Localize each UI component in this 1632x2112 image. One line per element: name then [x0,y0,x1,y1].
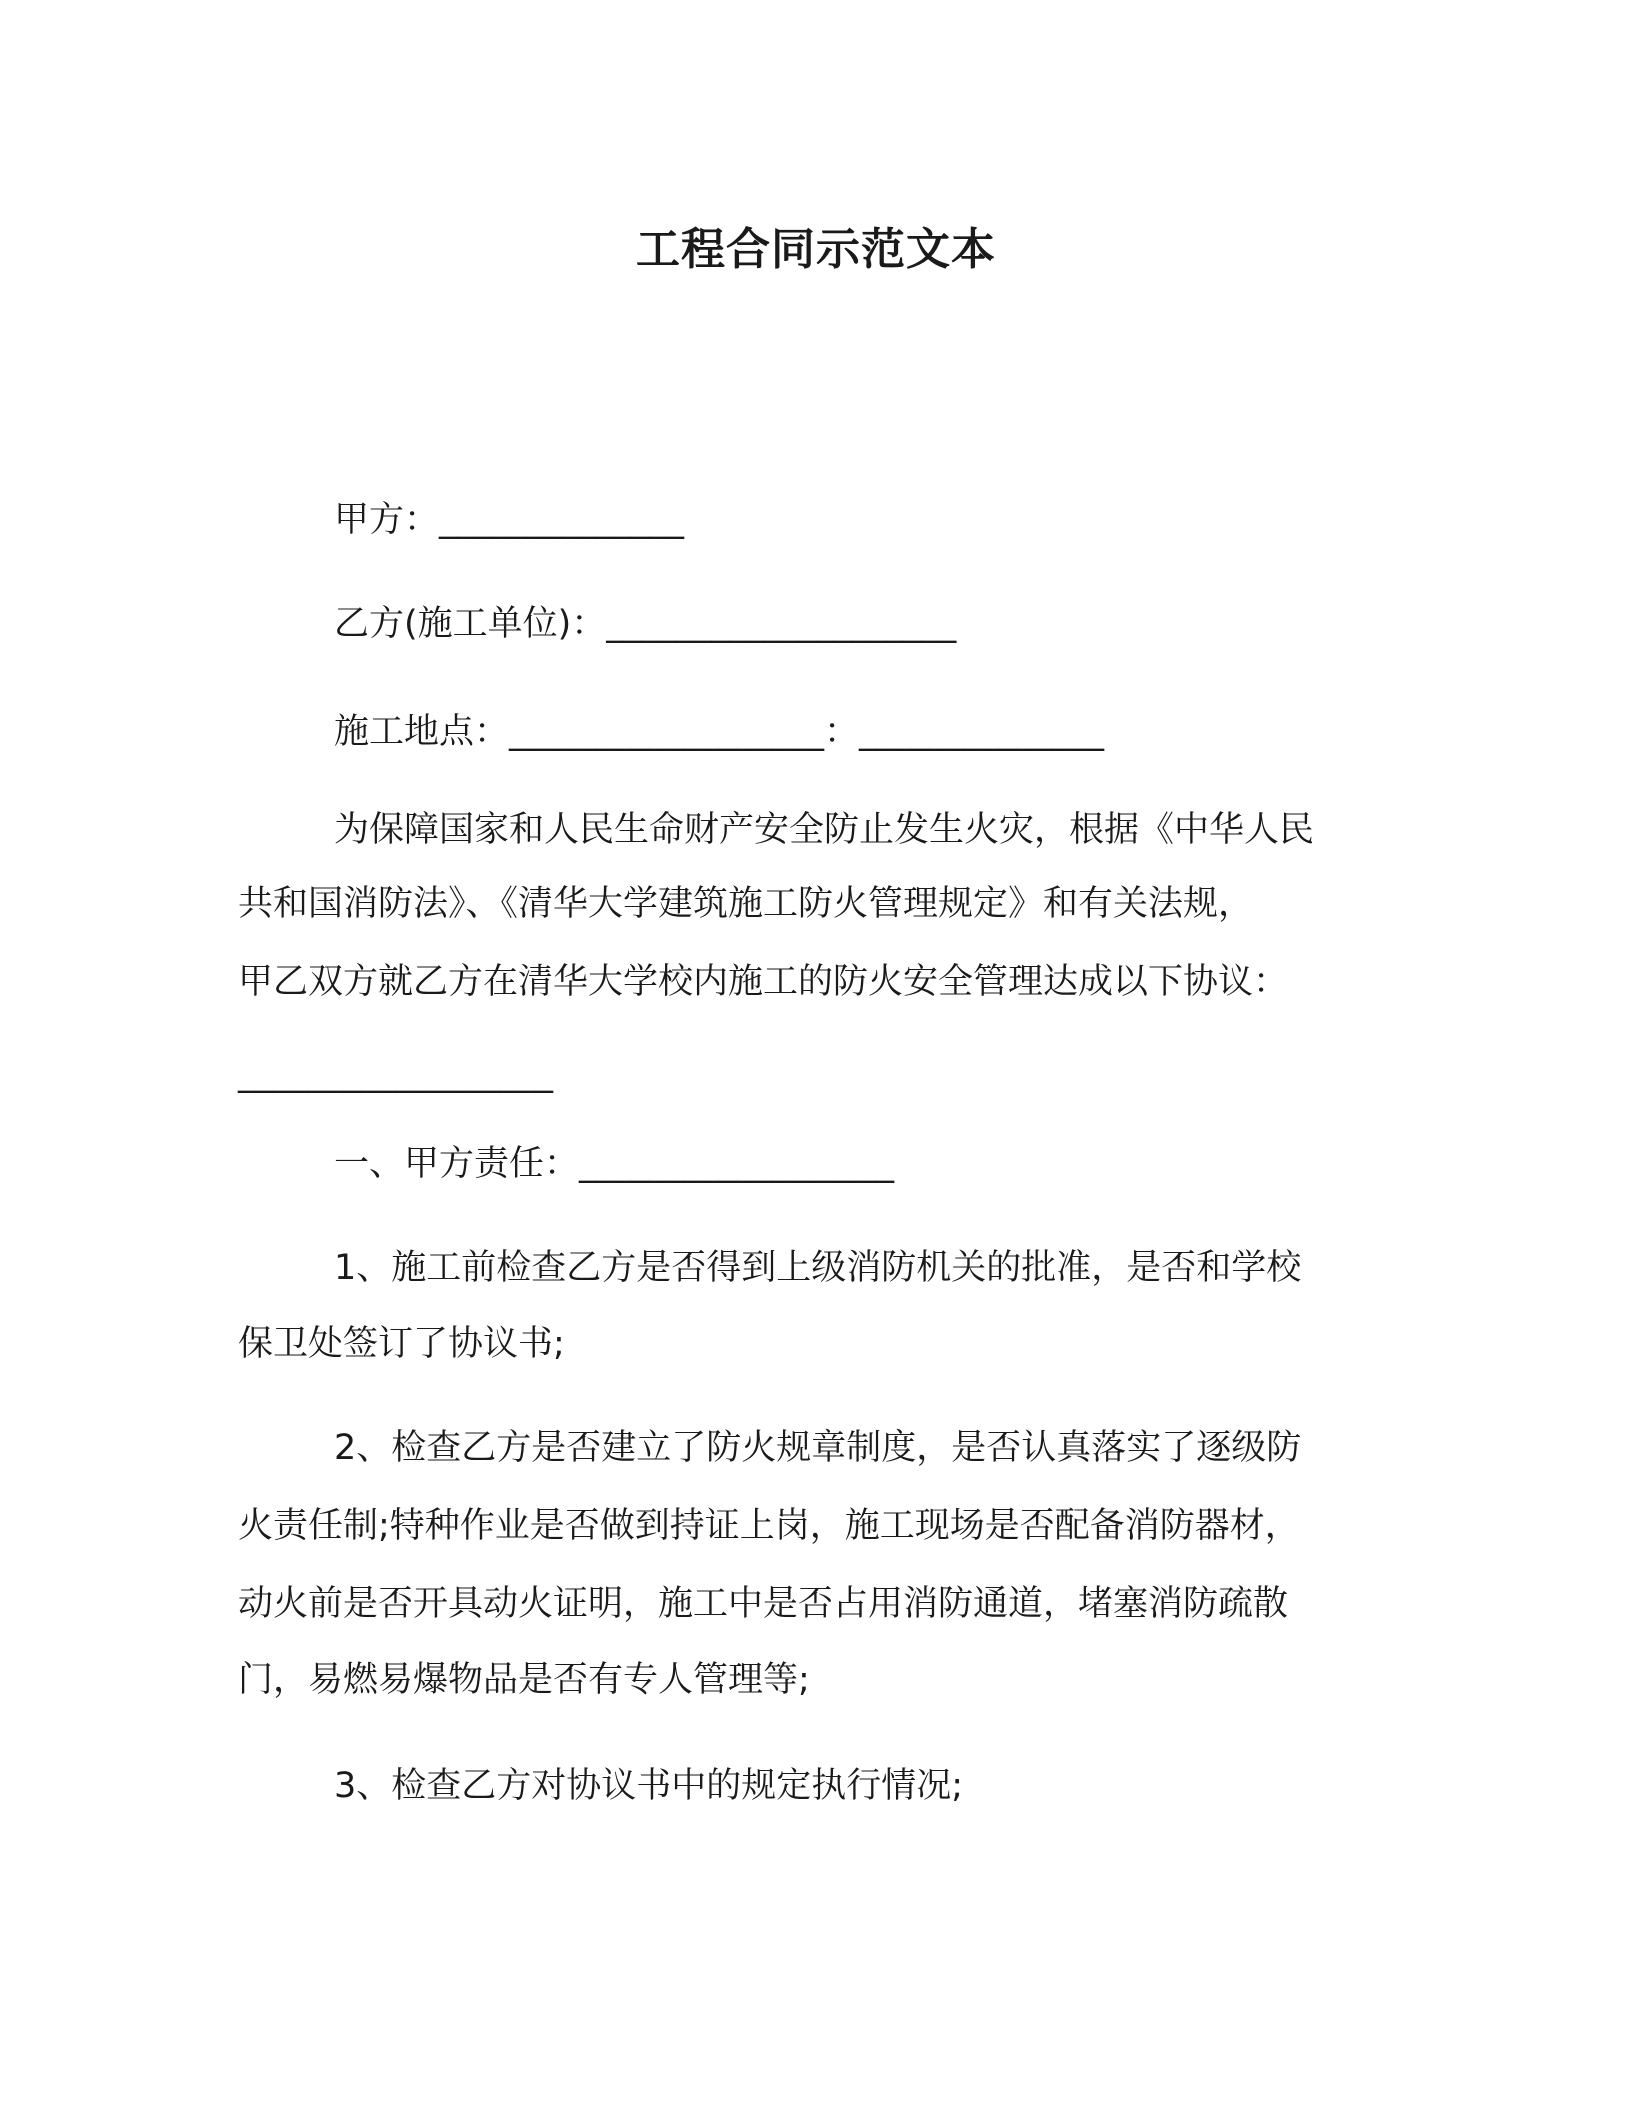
item-2-line: 火责任制;特种作业是否做到持证上岗，施工现场是否配备消防器材， [238,1506,1300,1546]
site-line: 施工地点：__________________：______________ [334,712,1105,752]
preamble-line: 甲乙双方就乙方在清华大学校内施工的防火安全管理达成以下协议： [238,962,1289,1002]
party-a-line: 甲方：______________ [334,500,685,540]
item-1-line: 保卫处签订了协议书; [238,1324,565,1364]
item-2-line: 2、检查乙方是否建立了防火规章制度，是否认真落实了逐级防 [334,1428,1302,1468]
item-3-line: 3、检查乙方对协议书中的规定执行情况; [334,1766,964,1806]
section-heading: 一、甲方责任：__________________ [334,1144,895,1184]
preamble-blank-line: __________________ [238,1054,553,1094]
party-b-line: 乙方(施工单位)：____________________ [334,604,957,644]
document-title: 工程合同示范文本 [636,224,996,275]
preamble-line: 共和国消防法》、《清华大学建筑施工防火管理规定》和有关法规， [238,884,1254,924]
item-2-line: 门，易燃易爆物品是否有专人管理等; [238,1660,810,1700]
item-2-line: 动火前是否开具动火证明，施工中是否占用消防通道，堵塞消防疏散 [238,1584,1289,1624]
item-1-line: 1、施工前检查乙方是否得到上级消防机关的批准，是否和学校 [334,1248,1302,1288]
preamble-line: 为保障国家和人民生命财产安全防止发生火灾，根据《中华人民 [334,810,1315,850]
